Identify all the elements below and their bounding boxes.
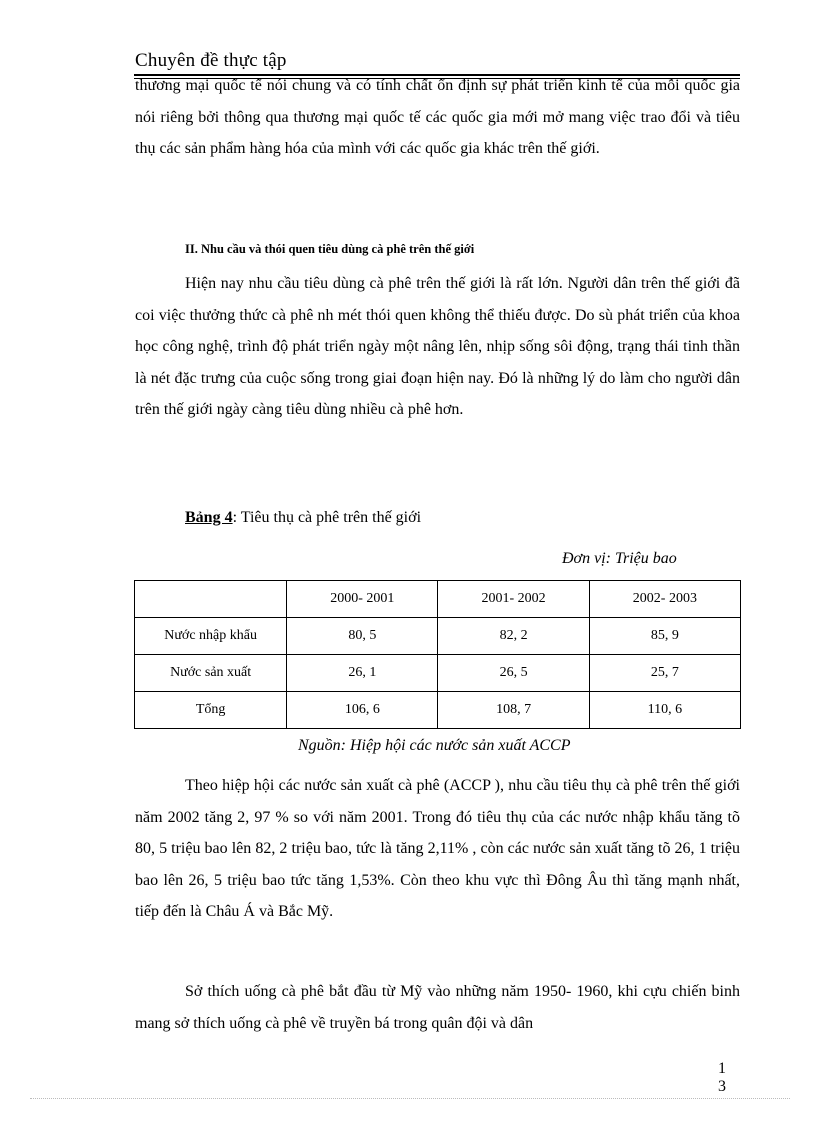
page-bottom-divider: [30, 1098, 790, 1099]
table-cell: Nước sản xuất: [135, 655, 287, 692]
table-cell: 108, 7: [438, 692, 589, 729]
table-caption-label: Bảng 4: [185, 509, 233, 526]
page-header-title: Chuyên đề thực tập: [135, 50, 287, 71]
table-cell: 106, 6: [287, 692, 438, 729]
table-header-cell: 2002- 2003: [589, 581, 740, 618]
table-cell: 26, 5: [438, 655, 589, 692]
table-header-row: [135, 581, 741, 618]
table-row: [135, 618, 741, 655]
table-cell: 110, 6: [589, 692, 740, 729]
table-cell: 26, 1: [287, 655, 438, 692]
table-row: [135, 692, 741, 729]
table-caption: [185, 509, 421, 527]
table-source: Nguồn: Hiệp hội các nước sản xuất ACCP: [298, 737, 571, 754]
paragraph-habit: Sở thích uống cà phê bắt đầu từ Mỹ vào những năm 1950- 1960, khi cựu chiến binh mang sở thích uống cà phê về truyền bá trong quân đội và dân: [135, 983, 740, 1032]
table-cell: Tổng: [135, 692, 287, 729]
coffee-consumption-table: [134, 580, 741, 729]
page-number-line: 1: [718, 1060, 726, 1077]
table-header-cell: [135, 581, 287, 618]
table-cell: 85, 9: [589, 618, 740, 655]
paragraph-intro: thương mại quốc tế nói chung và có tính chất ổn định sự phát triển kinh tế của mỗi quốc gia nói riêng bởi thông qua thương mại quốc tế các quốc gia mới mở mang việc trao đổi và tiêu thụ các sản phẩm hàng hóa của mình với các quốc gia khác trên thế giới.: [135, 77, 740, 157]
table-cell: 80, 5: [287, 618, 438, 655]
paragraph-consumption-needs: Hiện nay nhu cầu tiêu dùng cà phê trên thế giới là rất lớn. Người dân trên thế giới đã coi việc thưởng thức cà phê nh mét thói quen không thể thiếu được. Do sù phát triển của khoa học công nghệ, trình độ phát triển ngày một nâng lên, nhịp sống sôi động, trạng thái tinh thần là nét đặc trưng của cuộc sống trong giai đoạn hiện nay. Đó là những lý do làm cho người dân trên thế giới ngày càng tiêu dùng nhiều cà phê hơn.: [135, 275, 740, 418]
page-number: [716, 1060, 728, 1096]
table-unit: Đơn vị: Triệu bao: [562, 550, 677, 567]
table-caption-text: : Tiêu thụ cà phê trên thế giới: [232, 509, 422, 526]
table-header-cell: 2000- 2001: [287, 581, 438, 618]
table-header-cell: 2001- 2002: [438, 581, 589, 618]
paragraph-accp: Theo hiệp hội các nước sản xuất cà phê (ACCP ), nhu cầu tiêu thụ cà phê trên thế giới năm 2002 tăng 2, 97 % so với năm 2001. Trong đó tiêu thụ của các nước nhập khẩu tăng tõ 80, 5 triệu bao lên 82, 2 triệu bao, tức là tăng 2,11% , còn các nước sản xuất tăng tõ 26, 1 triệu bao lên 26, 5 triệu bao tức tăng 1,53%. Còn theo khu vực thì Đông Âu thì tăng mạnh nhất, tiếp đến là Châu Á và Bắc Mỹ.: [135, 777, 740, 920]
table-cell: Nước nhập khẩu: [135, 618, 287, 655]
section-heading: II. Nhu cầu và thói quen tiêu dùng cà phê trên thế giới: [185, 242, 475, 256]
table-cell: 25, 7: [589, 655, 740, 692]
page-number-line: 3: [718, 1078, 726, 1095]
table-row: [135, 655, 741, 692]
table-cell: 82, 2: [438, 618, 589, 655]
